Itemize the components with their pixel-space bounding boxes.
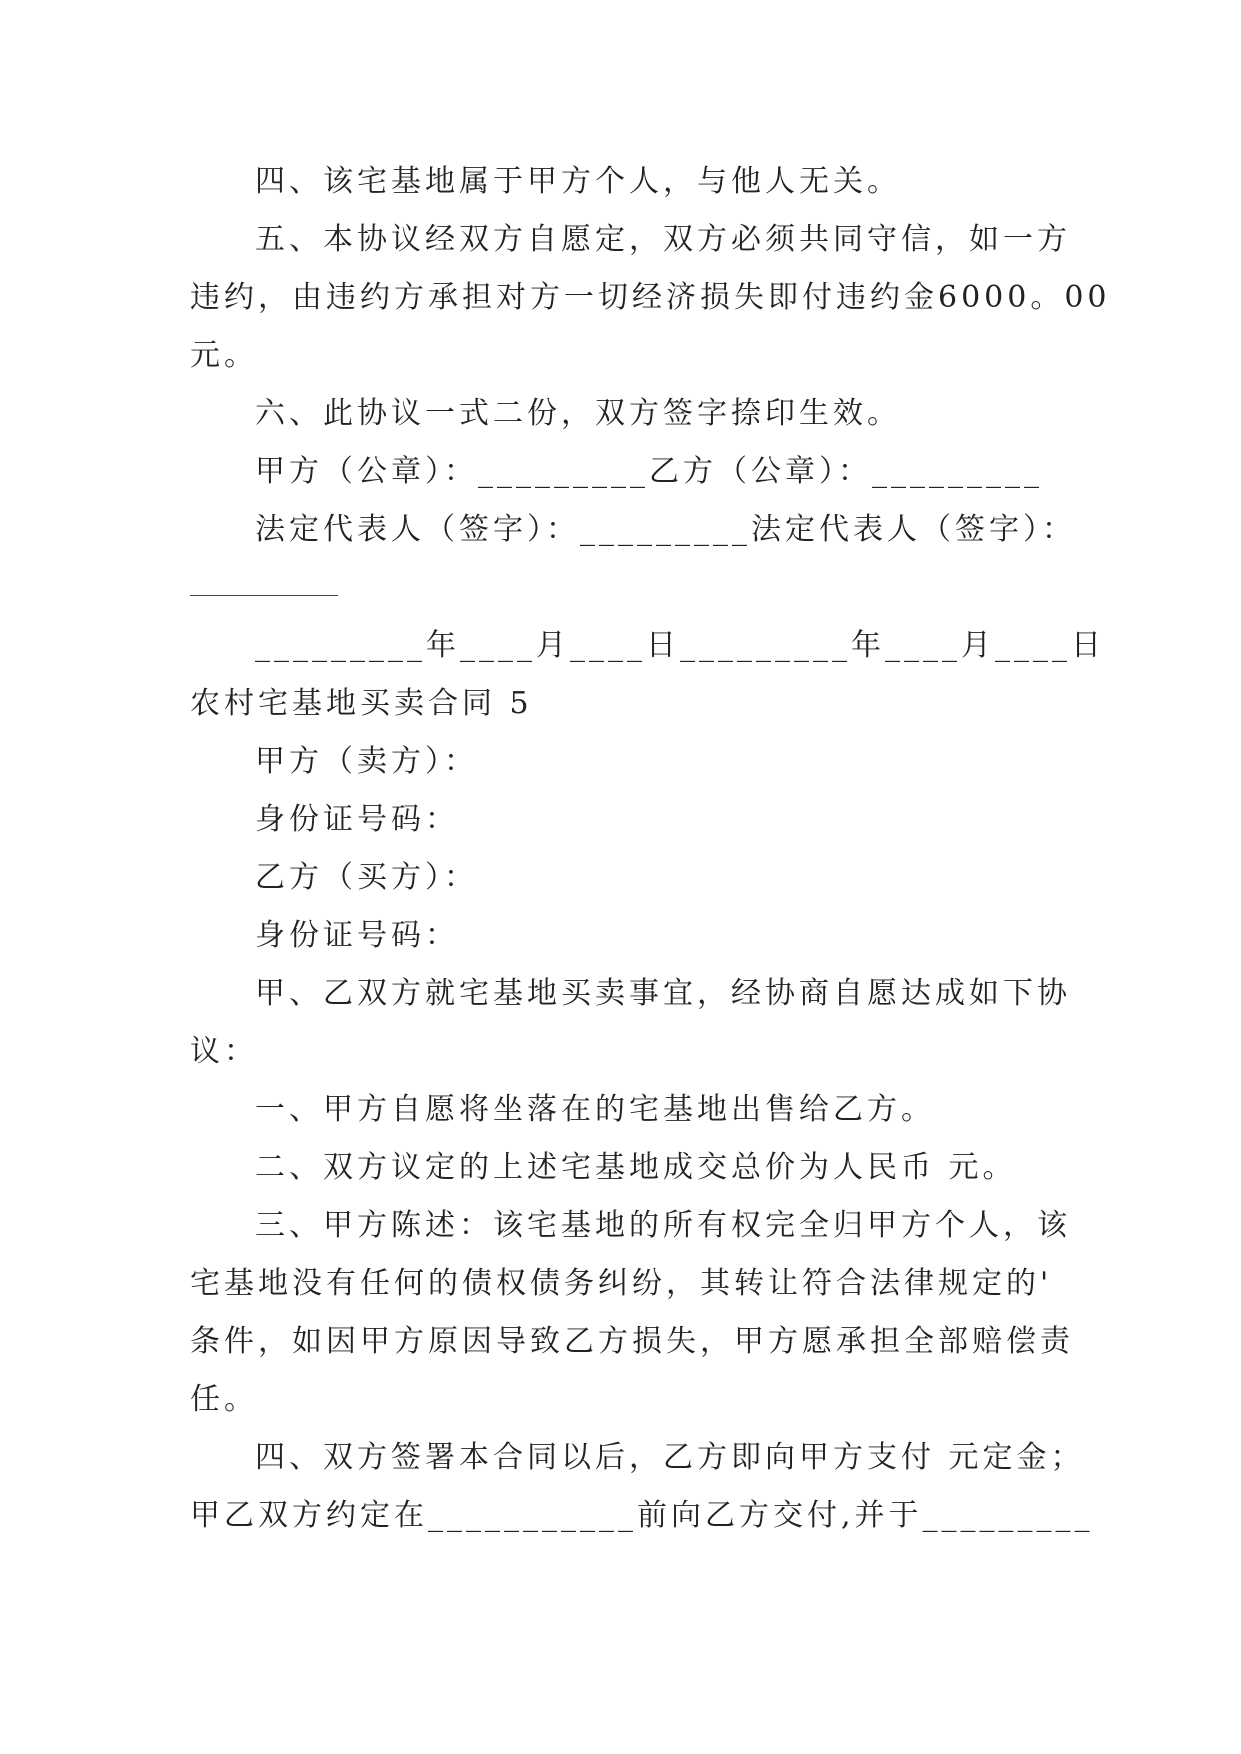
buyer-field: 乙方（买方）： xyxy=(255,860,478,895)
clause-3-line-3: 条件，如因甲方原因导致乙方损失，甲方愿承担全部赔偿责 xyxy=(190,1324,1074,1359)
signature-blank-underline xyxy=(190,595,338,596)
clause-5-line-1: 五、本协议经双方自愿定，双方必须共同守信，如一方 xyxy=(255,222,1071,257)
clause-4-deposit-line-1: 四、双方签署本合同以后，乙方即向甲方支付 元定金； xyxy=(255,1440,1085,1475)
buyer-id-field: 身份证号码： xyxy=(255,918,459,953)
clause-5-line-3: 元。 xyxy=(190,338,258,373)
seller-id-field: 身份证号码： xyxy=(255,802,459,837)
preamble-line-1: 甲、乙双方就宅基地买卖事宜，经协商自愿达成如下协 xyxy=(255,976,1071,1011)
clause-3-line-2: 宅基地没有任何的债权债务纠纷，其转让符合法律规定的' xyxy=(190,1266,1053,1301)
legal-rep-signature-line: 法定代表人（签字）：_________法定代表人（签字）： xyxy=(255,512,1076,547)
preamble-line-2: 议： xyxy=(190,1034,258,1069)
clause-3-line-1: 三、甲方陈述：该宅基地的所有权完全归甲方个人，该 xyxy=(255,1208,1071,1243)
clause-1: 一、甲方自愿将坐落在的宅基地出售给乙方。 xyxy=(255,1092,935,1127)
date-line: _________年____月____日_________年____月____日 xyxy=(255,628,1105,663)
clause-2: 二、双方议定的上述宅基地成交总价为人民币 元。 xyxy=(255,1150,1017,1185)
contract-title: 农村宅基地买卖合同 5 xyxy=(190,686,533,721)
party-seal-line: 甲方（公章）：_________乙方（公章）：_________ xyxy=(255,454,1043,489)
clause-4-deposit-line-2: 甲乙双方约定在___________前向乙方交付,并于_________ xyxy=(190,1498,1094,1533)
clause-3-line-4: 任。 xyxy=(190,1382,258,1417)
clause-6: 六、此协议一式二份，双方签字捺印生效。 xyxy=(255,396,901,431)
seller-field: 甲方（卖方）： xyxy=(255,744,478,779)
clause-4-ownership: 四、该宅基地属于甲方个人，与他人无关。 xyxy=(255,164,901,199)
clause-5-line-2: 违约，由违约方承担对方一切经济损失即付违约金6000。00 xyxy=(190,280,1111,315)
